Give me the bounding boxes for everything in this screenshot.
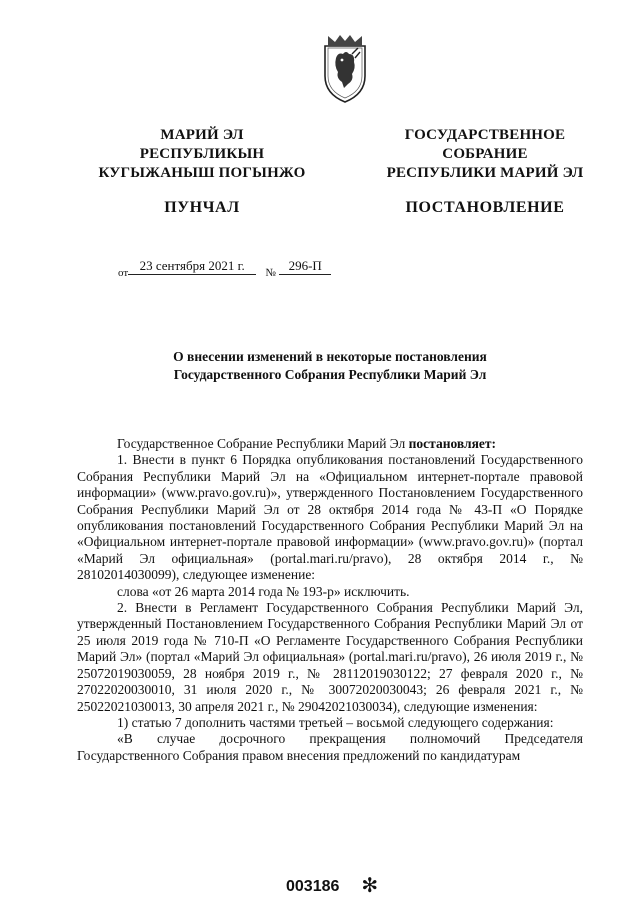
intro-bold: постановляет: [408, 436, 497, 451]
intro-paragraph [77, 436, 583, 452]
paragraph-2: 2. Внести в Регламент Государственного Собрания Республики Марий Эл, утвержденный Постановлением Государственного Собрания Республики Марий Эл от 25 июля 2019 года № 710-П «О Регламенте Государственного Собрания Республики Марий Эл» (портал «Марий Эл официальная» (portal.mari.ru/pravo), 26 июля 2019 г., № 25072019030059, 28 ноября 2019 г., № 28112019030122; 27 февраля 2020 г., № 27022020030010, 31 июля 2020 г., № 30072020030043; 26 февраля 2021 г., № 25022021030013, 30 апреля 2021 г., № 29042021030034), следующие изменения: [77, 600, 583, 714]
paragraph-1: 1. Внести в пункт 6 Порядка опубликования постановлений Государственного Собрания Республики Марий Эл на «Официальном интернет-портале правовой информации» (www.pravo.gov.ru)», утвержденного Постановлением Государственного Собрания Республики Марий Эл от 28 октября 2014 года № 43-П «О Порядке опубликования постановлений Государственного Собрания Республики Марий Эл на «Официальном интернет-портале правовой информации» (www.pravo.gov.ru)» (портал «Марий Эл официальная» (portal.mari.ru/pravo), 28 октября 2014 г., № 28102014030099), следующее изменение: [77, 452, 583, 583]
header-right-line: ГОСУДАРСТВЕННОЕ [404, 127, 566, 143]
serial-number: 003186 [286, 878, 340, 895]
intro-text: Государственное Собрание Республики Марий Эл [117, 436, 406, 451]
footer-mark: ✻ [361, 875, 379, 897]
document-title [120, 348, 540, 384]
paragraph-4: «В случае досрочного прекращения полномочий Председателя Государственного Собрания правом внесения предложений по кандидатурам [77, 731, 583, 763]
header-right-line: СОБРАНИЕ [442, 146, 528, 162]
document-date: 23 сентября 2021 г. [128, 258, 256, 275]
header-right-title [370, 126, 600, 183]
header-right-line: РЕСПУБЛИКИ МАРИЙ ЭЛ [386, 165, 584, 181]
document-number: 296-П [279, 258, 331, 275]
title-line: О внесении изменений в некоторые постановления [173, 349, 487, 364]
date-number-line [118, 258, 331, 279]
doc-type-mari: ПУНЧАЛ [164, 199, 240, 216]
coat-of-arms-icon [322, 32, 368, 104]
header-left-line: КУГЫЖАНЫШ ПОГЫНЖО [98, 165, 306, 181]
paragraph-1b: слова «от 26 марта 2014 года № 193-р» исключить. [117, 583, 410, 599]
header-left-title [92, 126, 312, 183]
header-left-line: РЕСПУБЛИКЫН [139, 146, 265, 162]
title-line: Государственного Собрания Республики Марий Эл [173, 367, 487, 382]
from-label: от [118, 267, 129, 279]
document-body [77, 436, 583, 764]
page-footer [286, 872, 378, 897]
number-label: № [265, 267, 276, 279]
doc-type-russian: ПОСТАНОВЛЕНИЕ [405, 199, 565, 216]
paragraph-3: 1) статью 7 дополнить частями третьей – восьмой следующего содержания: [117, 714, 554, 730]
header-left-line: МАРИЙ ЭЛ [160, 127, 244, 143]
